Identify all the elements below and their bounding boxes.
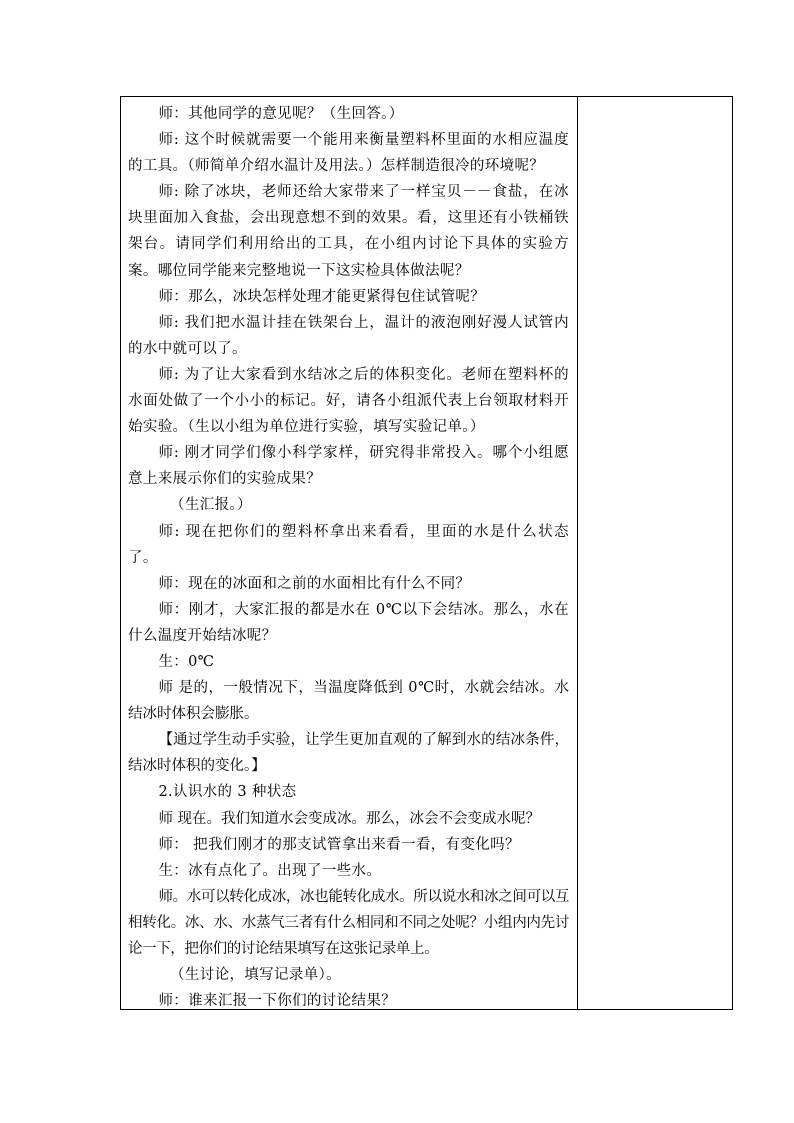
section-heading: 2.认识水的 3 种状态 (158, 784, 297, 801)
paragraph: （生讨论，填写记录单）。 (170, 967, 341, 984)
paragraph: 师: 除了冰块，老师还给大家带来了一样宝贝－－食盐，在冰块里面加入食盐，会出现意想不到的效果。看，这里还有小铁桶铁架台。请同学们利用给出的工具，在小组内讨论下具体的实验方案。哪位同学能来完整地说一下这实检具体做法呢？ (128, 184, 569, 279)
paragraph: 师: 为了让大家看到水结冰之后的体积变化。老师在塑料杯的水面处做了一个小小的标记。好，请各小组派代表上台领取材料开始实验。（生以小组为单位进行实验，填写实验记单。） (128, 366, 569, 436)
paragraph: 师： 把我们刚才的那支试管拿出来看一看，有变化吗？ (158, 836, 520, 853)
paragraph: 师: 我们把水温计挂在铁架台上，温计的液泡刚好漫人试管内的水中就可以了。 (128, 314, 569, 357)
paragraph: 师 现在。我们知道水会变成冰。那么，冰会不会变成水呢？ (158, 810, 541, 827)
paragraph: 师: 这个时候就需要一个能用来衡量塑料杯里面的水相应温度的工具。（师简单介绍水温计及用法。）怎样制造很冷的环境呢？ (128, 132, 569, 175)
paragraph: 生：冰有点化了。出现了一些水。 (158, 862, 382, 879)
notes-column-cell (578, 97, 732, 1009)
paragraph: 师 是的，一般情况下，当温度降低到 0℃时，水就会结冰。水结冰时体积会膨胀。 (128, 680, 569, 723)
lesson-plan-table (120, 96, 733, 1010)
paragraph: 师: 现在把你们的塑料杯拿出来看看，里面的水是什么状态了。 (128, 523, 569, 566)
paragraph: （生汇报。） (170, 497, 252, 514)
paragraph: 生：0℃ (158, 653, 215, 670)
paragraph: 师。水可以转化成冰，冰也能转化成水。所以说水和冰之间可以互相转化。冰、水、水蒸气三者有什么相同和不同之处呢？小组内内先讨论一下，把你们的讨论结果填写在这张记录单上。 (128, 888, 569, 957)
paragraph: 师：那么，冰块怎样处理才能更紧得包住试管呢？ (158, 288, 486, 305)
lesson-content-cell (121, 97, 577, 1009)
paragraph: 师：现在的冰面和之前的水面相比有什么不同？ (158, 575, 471, 592)
paragraph: 师: 刚才同学们像小科学家样，研究得非常投入。哪个小组愿意上来展示你们的实验成果？ (128, 445, 569, 488)
paragraph: 师：刚才，大家汇报的都是水在 0℃以下会结冰。那么，水在什么温度开始结冰呢？ (128, 601, 569, 644)
paragraph: 师：其他同学的意见呢？（生回答。） (158, 106, 404, 122)
paragraph: 师：谁来汇报一下你们的讨论结果？ (158, 993, 397, 1010)
highlight-note: 【通过学生动手实验，让学生更加直观的了解到水的结冰条件，结冰时体积的变化。】 (128, 732, 569, 775)
